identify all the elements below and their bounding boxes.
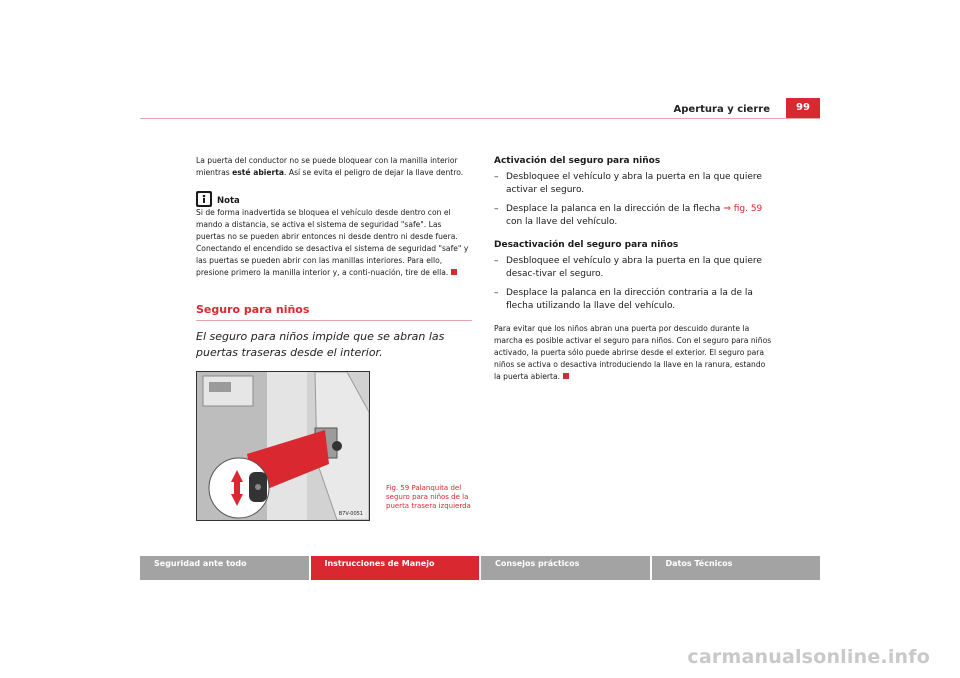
list-text	[506, 203, 772, 229]
figure-code: B7V-0051	[338, 511, 363, 517]
figure-caption: Fig. 59 Palanquita del seguro para niños de la puerta trasera izquierda	[386, 484, 471, 510]
intro-text-1: La puerta del conductor no se puede bloquear con la manilla interior mientras	[196, 156, 458, 177]
end-of-section-mark	[451, 269, 457, 275]
tab-instrucciones[interactable]: Instrucciones de Manejo	[311, 556, 480, 580]
footer-tabs	[140, 556, 820, 580]
closing-paragraph	[494, 323, 772, 383]
header-rule	[140, 118, 820, 119]
list-item	[494, 171, 772, 197]
list-item	[494, 255, 772, 281]
page-header-title: Apertura y cierre	[673, 104, 770, 115]
list-text-part: Desplace la palanca en la dirección de la flecha	[506, 204, 724, 214]
intro-paragraph	[196, 155, 472, 179]
intro-bold: esté abierta	[232, 168, 285, 177]
list-text: Desbloquee el vehículo y abra la puerta en la que quiere activar el seguro.	[506, 172, 762, 195]
list-text: Desbloquee el vehículo y abra la puerta en la que quiere desac-tivar el seguro.	[506, 256, 762, 279]
activation-title: Activación del seguro para niños	[494, 156, 661, 166]
nota-text	[196, 207, 472, 279]
tab-seguridad[interactable]: Seguridad ante todo	[140, 556, 309, 580]
info-note-icon	[196, 191, 212, 207]
closing-text: Para evitar que los niños abran una puerta por descuido durante la marcha es posible activar el seguro para niños. Con el seguro para niños activado, la puerta sólo puede abrirse desde el exterior. El seguro para niños se activa o desactiva introduciendo la llave en la ranura, estando la puerta abierta.	[494, 324, 772, 381]
page-number: 99	[786, 98, 820, 118]
nota-body: Si de forma inadvertida se bloquea el vehículo desde dentro con el mando a distancia, se activa el sistema de seguridad "safe". Las puertas no se pueden abrir entonces ni desde dentro ni desde fuera. Conectando el encendido se desactiva el sistema de seguridad "safe" y las puertas se pueden abrir con las manillas interiores. Para ello, presione primero la manilla interior y, a conti-nuación, tire de ella.	[196, 208, 469, 277]
list-dash: –	[494, 204, 499, 214]
watermark: carmanualsonline.info	[687, 646, 930, 668]
child-lock-figure	[196, 371, 370, 521]
nota-block	[196, 191, 472, 279]
list-text: Desplace la palanca en la dirección contraria a la de la flecha utilizando la llave del vehículo.	[506, 288, 753, 311]
section-title: Seguro para niños	[196, 303, 310, 316]
list-item	[494, 203, 772, 229]
child-lock-illustration	[197, 372, 369, 520]
figure-reference-link[interactable]: ⇒ fig. 59	[723, 204, 763, 214]
right-column	[494, 155, 772, 383]
list-dash: –	[494, 256, 499, 266]
intro-text-2: . Así se evita el peligro de dejar la llave dentro.	[284, 168, 464, 177]
tab-datos[interactable]: Datos Técnicos	[652, 556, 821, 580]
end-of-section-mark	[563, 373, 569, 379]
tab-consejos[interactable]: Consejos prácticos	[481, 556, 650, 580]
list-dash: –	[494, 288, 499, 298]
deactivation-title: Desactivación del seguro para niños	[494, 240, 679, 250]
section-rule	[196, 320, 472, 321]
section-lead: El seguro para niños impide que se abran las puertas traseras desde el interior.	[196, 330, 445, 359]
left-column	[196, 155, 472, 521]
list-text-part: con la llave del vehículo.	[506, 217, 618, 227]
list-item	[494, 287, 772, 313]
nota-label: Nota	[217, 196, 240, 206]
list-dash: –	[494, 172, 499, 182]
